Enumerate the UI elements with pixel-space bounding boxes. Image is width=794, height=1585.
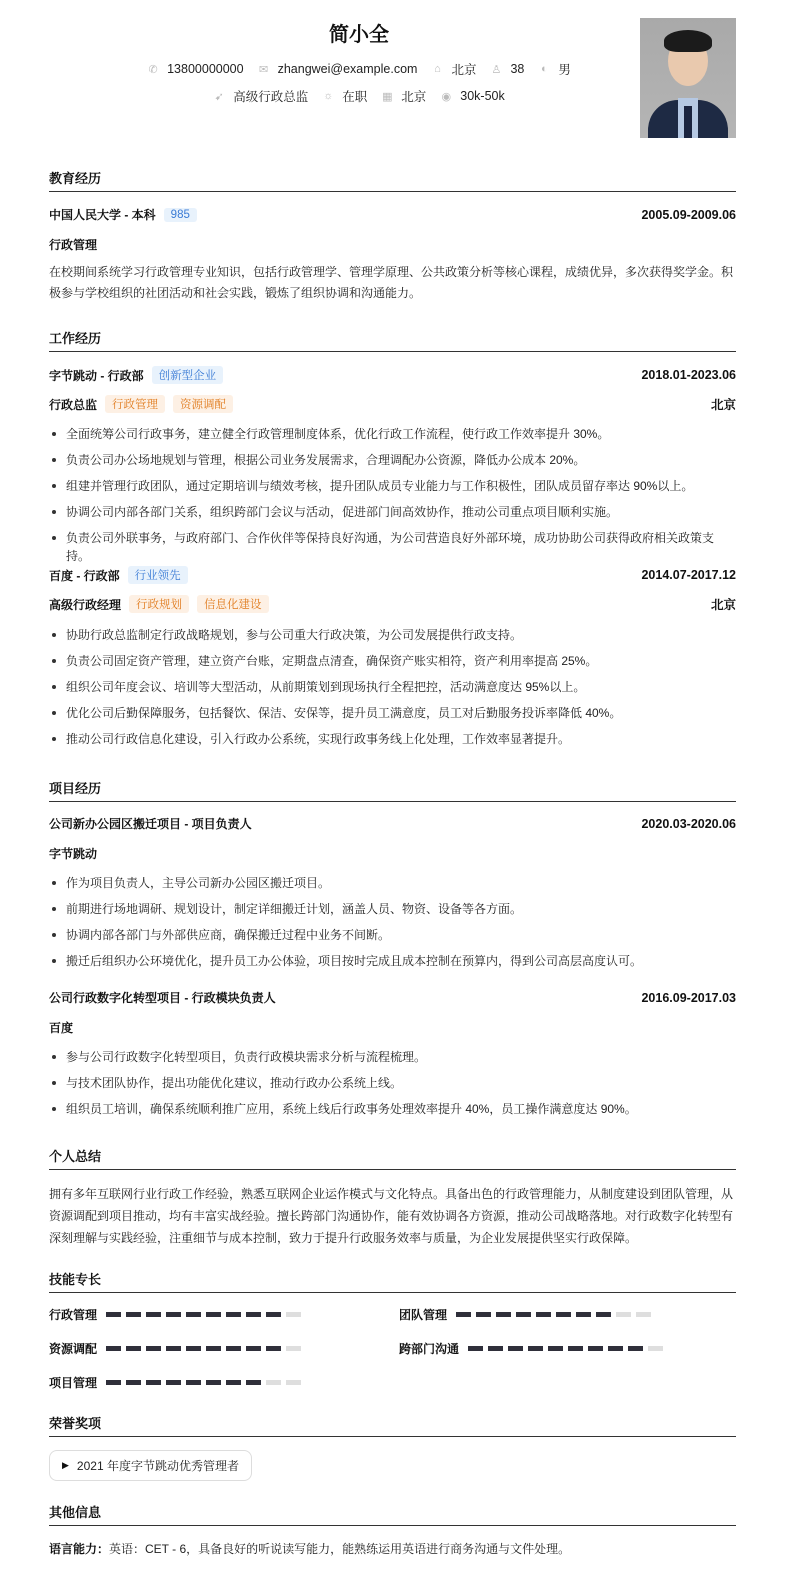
skill-segment: [286, 1312, 301, 1317]
skill-level-bar: [106, 1346, 301, 1351]
skill-segment: [536, 1312, 551, 1317]
position-tag: 信息化建设: [197, 595, 269, 613]
skill-segment: [286, 1380, 301, 1385]
company-tag: 行业领先: [128, 566, 188, 584]
skill-segment: [226, 1346, 241, 1351]
project-row: [49, 815, 736, 832]
resume-page: [49, 0, 736, 1556]
skill-segment: [286, 1346, 301, 1351]
expand-triangle-icon[interactable]: ▶: [62, 1460, 69, 1470]
skill-segment: [146, 1346, 161, 1351]
section-title: 工作经历: [49, 328, 736, 352]
work-position-row: [49, 395, 736, 413]
project-org-row: [49, 845, 736, 862]
project-date: 2020.03-2020.06: [641, 816, 736, 831]
education-description: 在校期间系统学习行政管理专业知识，包括行政管理学、管理学原理、公共政策分析等核心课程，成绩优异，多次获得奖学金。积 极参与学校组织的社团活动和社会实践，锻炼了组织协调和沟通能力。: [49, 265, 734, 300]
list-item: 负责公司外联事务，与政府部门、合作伙伴等保持良好沟通，为公司营造良好外部环境，成功协助公司获得政府相关政策支持。: [49, 529, 736, 555]
language-ability: [49, 1540, 570, 1557]
skill-level-bar: [456, 1312, 651, 1317]
skill-level-bar: [106, 1312, 301, 1317]
skill-segment: [556, 1312, 571, 1317]
age-item: ♙ 38: [491, 62, 525, 76]
phone-item: ✆ 13800000000: [148, 62, 244, 76]
project-org: 百度: [49, 1021, 74, 1035]
school-name: 中国人民大学 - 本科: [49, 208, 156, 222]
education-row: [49, 206, 736, 223]
major: 行政管理: [49, 238, 98, 252]
list-item: 优化公司后勤保障服务，包括餐饮、保洁、安保等，提升员工满意度，员工对后勤服务投诉率降低 40%。: [49, 704, 736, 730]
company-name: 字节跳动 - 行政部: [49, 368, 144, 383]
skill-segment: [516, 1312, 531, 1317]
skill-segment: [106, 1346, 121, 1351]
skill-segment: [488, 1346, 503, 1351]
project-org: 字节跳动: [49, 847, 98, 861]
gender-icon: ◐: [541, 63, 548, 75]
skill-segment: [226, 1312, 241, 1317]
award-item[interactable]: ▶ 2021 年度字节跳动优秀管理者: [49, 1450, 252, 1481]
contact-row-2: [49, 87, 669, 105]
section-title: 荣誉奖项: [49, 1413, 736, 1437]
position-tag: 资源调配: [173, 395, 233, 413]
list-item: 前期进行场地调研、规划设计，制定详细搬迁计划，涵盖人员、物资、设备等各方面。: [49, 900, 736, 926]
skill-segment: [266, 1380, 281, 1385]
major-row: [49, 236, 736, 253]
skill-segment: [146, 1312, 161, 1317]
gender-item: ◐ 男: [538, 60, 571, 78]
projects-section: [49, 778, 736, 802]
summary-section: [49, 1146, 736, 1170]
skill-item: 项目管理: [49, 1374, 301, 1391]
list-item: 与技术团队协作，提出功能优化建议，推动行政办公系统上线。: [49, 1074, 736, 1100]
list-item: 负责公司办公场地规划与管理，根据公司业务发展需求，合理调配办公资源，降低办公成本 20%。: [49, 451, 736, 477]
project-date: 2016.09-2017.03: [641, 990, 736, 1005]
skill-segment: [206, 1346, 221, 1351]
email-item: ✉ zhangwei@example.com: [258, 62, 418, 76]
home-icon: ⌂: [434, 63, 441, 75]
list-item: 负责公司固定资产管理，建立资产台账，定期盘点清查，确保资产账实相符，资产利用率提高 25%。: [49, 652, 736, 678]
company-tag: 创新型企业: [152, 366, 224, 384]
skill-segment: [126, 1312, 141, 1317]
send-icon: ➹: [214, 90, 224, 103]
job-status-item: ☼ 在职: [323, 90, 368, 104]
project-name: 公司行政数字化转型项目 - 行政模块负责人: [49, 991, 276, 1005]
skill-item: 资源调配: [49, 1340, 301, 1357]
work-location: 北京: [710, 598, 736, 612]
target-city-item: ▦ 北京: [382, 90, 427, 104]
candidate-name: 简小全: [329, 24, 389, 46]
position-title: 高级行政经理: [49, 597, 122, 612]
education-section: [49, 168, 736, 192]
section-title: 其他信息: [49, 1502, 736, 1526]
list-item: 协调公司内部各部门关系，组织跨部门会议与活动，促进部门间高效协作，推动公司重点项目顺利实施。: [49, 503, 736, 529]
building-icon: ▦: [382, 90, 393, 103]
company-name: 百度 - 行政部: [49, 568, 120, 583]
skill-segment: [186, 1380, 201, 1385]
skill-segment: [166, 1346, 181, 1351]
project-name: 公司新办公园区搬迁项目 - 项目负责人: [49, 817, 252, 831]
summary-text: 拥有多年互联网行业行政工作经验，熟悉互联网企业运作模式与文化特点。具备出色的行政管理能力，从制度建设到团队管理，从 资源调配到项目推动，均有丰富实战经验。擅长跨部门沟通协作，能有效协调各方资源，推动公司战略落地。对行政数字化转型有 深刻理解与实践经验，注重细节与成本控制，致力于提升行政服务效率与质量，为企业发展提供坚实行政保障。: [49, 1187, 734, 1245]
list-item: 参与公司行政数字化转型项目，负责行政模块需求分析与流程梳理。: [49, 1048, 736, 1074]
list-item: 全面统筹公司行政事务，建立健全行政管理制度体系，优化行政工作流程，使行政工作效率提升 30%。: [49, 425, 736, 451]
skill-segment: [548, 1346, 563, 1351]
skill-segment: [126, 1346, 141, 1351]
skill-segment: [456, 1312, 471, 1317]
skill-segment: [476, 1312, 491, 1317]
skill-segment: [266, 1312, 281, 1317]
section-title: 项目经历: [49, 778, 736, 802]
work-date: 2014.07-2017.12: [641, 568, 736, 582]
target-position-item: ➹ 高级行政总监: [214, 90, 309, 104]
work-company-row: [49, 366, 736, 384]
work-bullets: [49, 626, 736, 756]
skill-segment: [266, 1346, 281, 1351]
language-text: 英语：CET - 6，具备良好的听说读写能力，能熟练运用英语进行商务沟通与文件处理。: [109, 1542, 571, 1556]
other-section: [49, 1502, 736, 1526]
skill-segment: [636, 1312, 651, 1317]
skill-level-bar: [106, 1380, 301, 1385]
skill-segment: [246, 1312, 261, 1317]
work-date: 2018.01-2023.06: [641, 368, 736, 382]
list-item: 协调内部各部门与外部供应商，确保搬迁过程中业务不间断。: [49, 926, 736, 952]
salary-item: ◉ 30k-50k: [441, 89, 505, 103]
list-item: 推动公司行政信息化建设，引入行政办公系统，实现行政事务线上化处理，工作效率显著提升。: [49, 730, 736, 756]
skill-segment: [648, 1346, 663, 1351]
position-title: 行政总监: [49, 397, 98, 412]
skill-segment: [616, 1312, 631, 1317]
skill-level-bar: [468, 1346, 663, 1351]
skill-segment: [576, 1312, 591, 1317]
skill-segment: [166, 1312, 181, 1317]
skill-segment: [146, 1380, 161, 1385]
work-bullets: [49, 425, 736, 563]
city-item: ⌂ 北京: [431, 60, 476, 78]
salary-icon: ◉: [441, 90, 452, 103]
age-icon: ♙: [491, 63, 502, 76]
work-section: [49, 328, 736, 352]
work-company-row: [49, 566, 736, 584]
list-item: 组织员工培训，确保系统顺利推广应用，系统上线后行政事务处理效率提升 40%，员工操作满意度达 90%。: [49, 1100, 736, 1126]
skill-item: 团队管理: [399, 1306, 651, 1323]
list-item: 组织公司年度会议、培训等大型活动，从前期策划到现场执行全程把控，活动满意度达 95%以上。: [49, 678, 736, 704]
skill-segment: [166, 1380, 181, 1385]
list-item: 协助行政总监制定行政战略规划，参与公司重大行政决策，为公司发展提供行政支持。: [49, 626, 736, 652]
skill-segment: [246, 1346, 261, 1351]
skill-segment: [206, 1312, 221, 1317]
skill-segment: [186, 1312, 201, 1317]
skill-segment: [528, 1346, 543, 1351]
school-tag: 985: [164, 208, 197, 222]
skill-segment: [596, 1312, 611, 1317]
skill-segment: [106, 1380, 121, 1385]
awards-section: [49, 1413, 736, 1437]
mail-icon: ✉: [258, 63, 269, 76]
skill-segment: [628, 1346, 643, 1351]
skill-segment: [186, 1346, 201, 1351]
position-tag: 行政规划: [129, 595, 189, 613]
list-item: 组建并管理行政团队，通过定期培训与绩效考核，提升团队成员专业能力与工作积极性，团队成员留存率达 90%以上。: [49, 477, 736, 503]
skill-segment: [126, 1380, 141, 1385]
list-item: 作为项目负责人，主导公司新办公园区搬迁项目。: [49, 874, 736, 900]
skill-item: 跨部门沟通: [399, 1340, 663, 1357]
section-title: 技能专长: [49, 1269, 736, 1293]
skill-item: 行政管理: [49, 1306, 301, 1323]
project-org-row: [49, 1019, 736, 1036]
skill-segment: [106, 1312, 121, 1317]
position-tag: 行政管理: [105, 395, 165, 413]
contact-row-1: [49, 60, 669, 78]
skill-segment: [246, 1380, 261, 1385]
section-title: 个人总结: [49, 1146, 736, 1170]
skill-segment: [468, 1346, 483, 1351]
project-bullets: [49, 874, 736, 978]
skill-segment: [608, 1346, 623, 1351]
section-title: 教育经历: [49, 168, 736, 192]
status-icon: ☼: [323, 90, 334, 102]
language-label: 语言能力：: [49, 1542, 110, 1556]
skill-segment: [496, 1312, 511, 1317]
resume-header: [49, 0, 736, 150]
work-location: 北京: [710, 398, 736, 412]
skill-segment: [568, 1346, 583, 1351]
skills-section: [49, 1269, 736, 1293]
project-bullets: [49, 1048, 736, 1126]
education-date: 2005.09-2009.06: [641, 207, 736, 222]
project-row: [49, 989, 736, 1006]
profile-photo: [640, 18, 736, 138]
skill-segment: [588, 1346, 603, 1351]
phone-icon: ✆: [148, 63, 158, 76]
list-item: 搬迁后组织办公环境优化，提升员工办公体验，项目按时完成且成本控制在预算内，得到公司高层高度认可。: [49, 952, 736, 978]
skill-segment: [206, 1380, 221, 1385]
work-position-row: [49, 595, 736, 613]
skill-segment: [226, 1380, 241, 1385]
skill-segment: [508, 1346, 523, 1351]
